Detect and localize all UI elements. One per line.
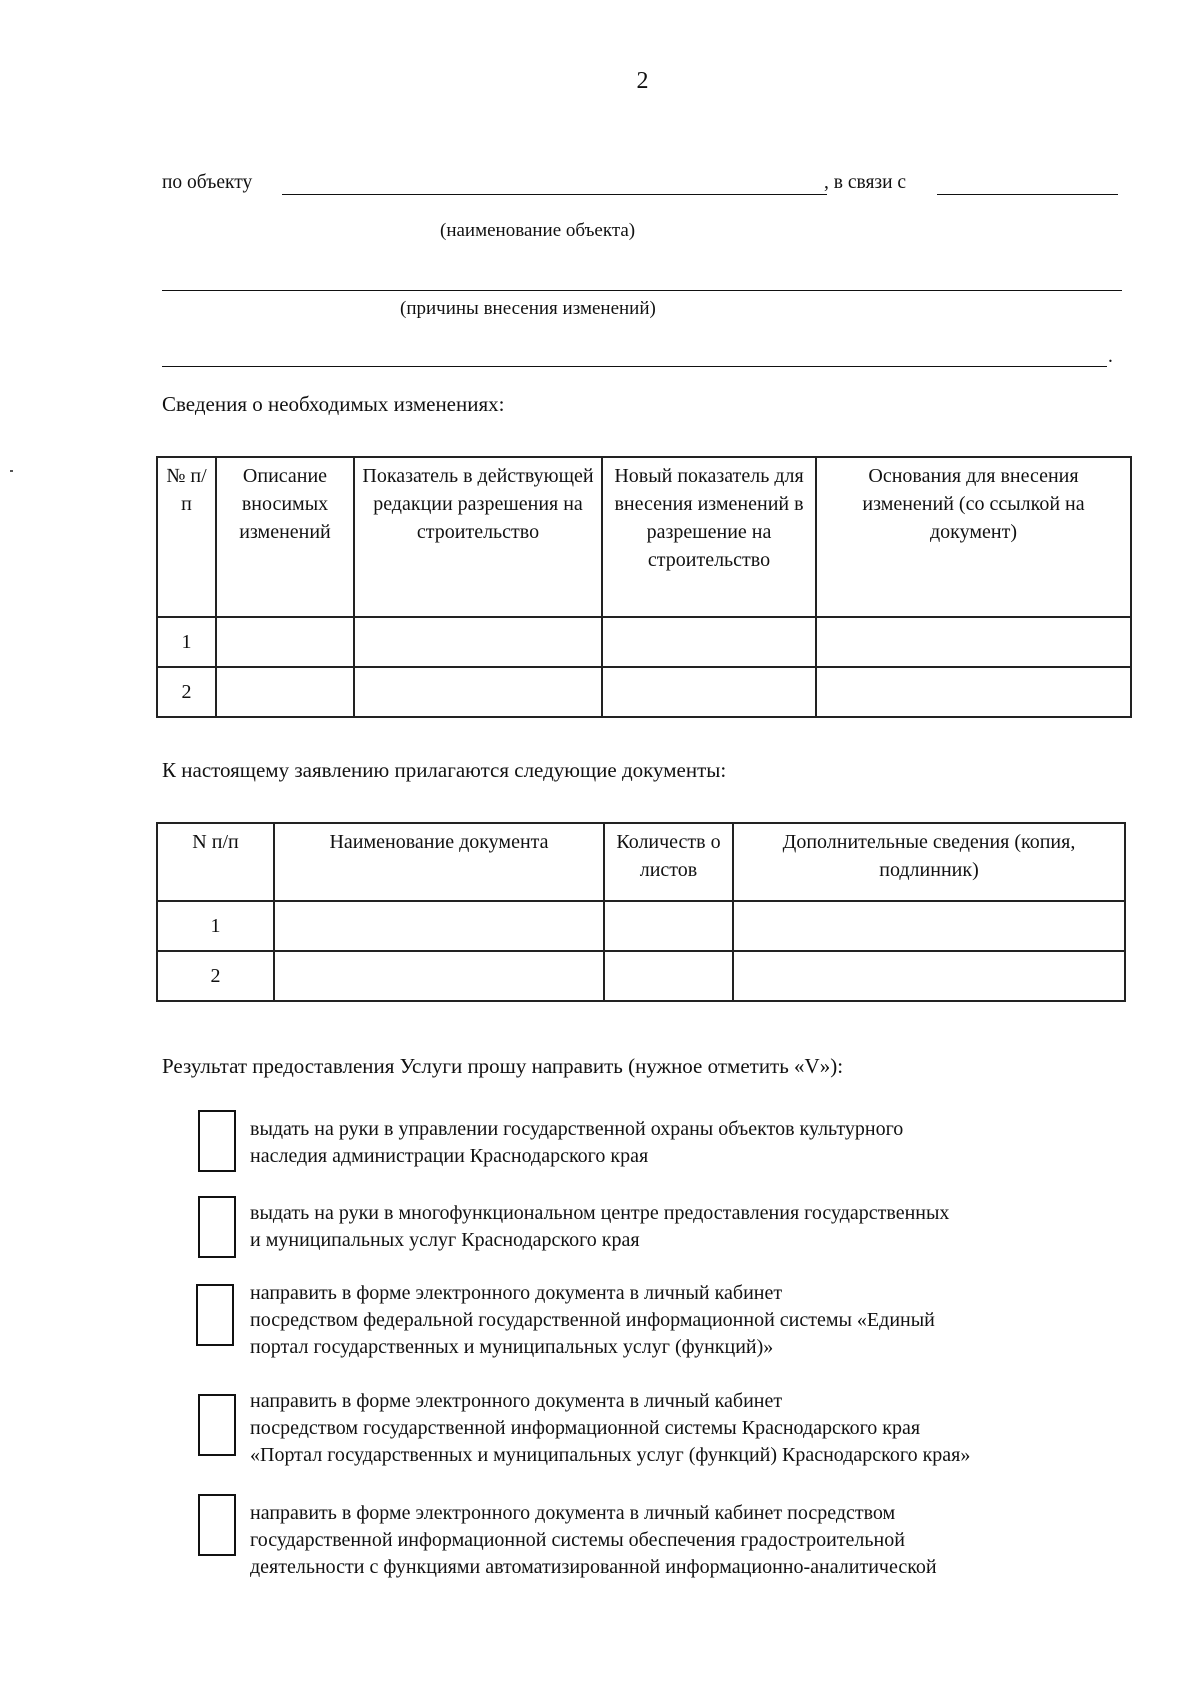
option-2 <box>250 1200 1132 1254</box>
table-row <box>157 667 1131 717</box>
col-number: N п/п <box>157 823 274 901</box>
table-row <box>157 617 1131 667</box>
option-4-line-1: направить в форме электронного документа в личный кабинет <box>250 1390 783 1412</box>
cell-current-value[interactable] <box>354 667 602 717</box>
option-checkbox-3[interactable] <box>196 1284 234 1346</box>
object-label: по объекту <box>162 172 253 193</box>
documents-table <box>156 822 1126 1002</box>
col-sheet-count: Количеств о листов <box>604 823 733 901</box>
changes-table <box>156 456 1132 718</box>
option-3-line-3: портал государственных и муниципальных услуг (функций)» <box>250 1336 774 1358</box>
option-4 <box>250 1388 1132 1469</box>
reason-field-line-1[interactable] <box>162 290 1122 291</box>
option-5 <box>250 1500 1132 1581</box>
option-4-line-3: «Портал государственных и муниципальных услуг (функций) Краснодарского края» <box>250 1444 971 1466</box>
cell-new-value[interactable] <box>602 617 816 667</box>
cell-new-value[interactable] <box>602 667 816 717</box>
cell-sheet-count[interactable] <box>604 951 733 1001</box>
documents-header-row <box>157 823 1125 901</box>
reason-caption: (причины внесения изменений) <box>400 298 656 319</box>
cell-grounds[interactable] <box>816 617 1131 667</box>
col-description: Описание вносимых изменений <box>216 457 354 617</box>
col-grounds: Основания для внесения изменений (со ссылкой на документ) <box>816 457 1131 617</box>
cell-grounds[interactable] <box>816 667 1131 717</box>
col-current-value: Показатель в действующей редакции разрешения на строительство <box>354 457 602 617</box>
option-2-line-2: и муниципальных услуг Краснодарского края <box>250 1229 640 1251</box>
option-checkbox-4[interactable] <box>198 1394 236 1456</box>
option-1-line-1: выдать на руки в управлении государственной охраны объектов культурного <box>250 1118 904 1140</box>
reason-label: , в связи с <box>824 172 907 193</box>
option-1-line-2: наследия администрации Краснодарского края <box>250 1145 649 1167</box>
cell-additional-info[interactable] <box>733 901 1125 951</box>
result-heading: Результат предоставления Услуги прошу направить (нужное отметить «V»): <box>162 1054 844 1078</box>
cell-description[interactable] <box>216 617 354 667</box>
option-3-line-1: направить в форме электронного документа в личный кабинет <box>250 1282 783 1304</box>
col-number: № п/п <box>157 457 216 617</box>
reason-start-field[interactable] <box>937 194 1118 195</box>
option-5-line-2: государственной информационной системы обеспечения градостроительной <box>250 1529 905 1551</box>
option-5-line-3: деятельности с функциями автоматизированной информационно-аналитической <box>250 1556 937 1578</box>
option-5-line-1: направить в форме электронного документа в личный кабинет посредством <box>250 1502 896 1524</box>
row-number: 1 <box>157 901 274 951</box>
cell-description[interactable] <box>216 667 354 717</box>
scan-artifact <box>10 470 13 472</box>
option-checkbox-2[interactable] <box>198 1196 236 1258</box>
option-3-line-2: посредством федеральной государственной информационной системы «Единый <box>250 1309 935 1331</box>
option-2-line-1: выдать на руки в многофункциональном центре предоставления государственных <box>250 1202 950 1224</box>
changes-heading: Сведения о необходимых изменениях: <box>162 392 505 416</box>
option-checkbox-1[interactable] <box>198 1110 236 1172</box>
option-checkbox-5[interactable] <box>198 1494 236 1556</box>
cell-document-name[interactable] <box>274 901 604 951</box>
changes-header-row <box>157 457 1131 617</box>
table-row <box>157 901 1125 951</box>
table-row <box>157 951 1125 1001</box>
cell-document-name[interactable] <box>274 951 604 1001</box>
col-additional-info: Дополнительные сведения (копия, подлинник) <box>733 823 1125 901</box>
cell-additional-info[interactable] <box>733 951 1125 1001</box>
documents-heading: К настоящему заявлению прилагаются следующие документы: <box>162 758 727 782</box>
cell-sheet-count[interactable] <box>604 901 733 951</box>
option-4-line-2: посредством государственной информационной системы Краснодарского края <box>250 1417 921 1439</box>
row-number: 2 <box>157 667 216 717</box>
row-number: 1 <box>157 617 216 667</box>
object-name-field[interactable] <box>282 194 827 195</box>
row-number: 2 <box>157 951 274 1001</box>
col-new-value: Новый показатель для внесения изменений в разрешение на строительство <box>602 457 816 617</box>
page-number: 2 <box>636 68 649 94</box>
option-1 <box>250 1116 1132 1170</box>
col-document-name: Наименование документа <box>274 823 604 901</box>
option-3 <box>250 1280 1132 1361</box>
end-period: . <box>1108 346 1113 367</box>
cell-current-value[interactable] <box>354 617 602 667</box>
object-caption: (наименование объекта) <box>440 220 636 241</box>
reason-field-line-2[interactable] <box>162 366 1107 367</box>
